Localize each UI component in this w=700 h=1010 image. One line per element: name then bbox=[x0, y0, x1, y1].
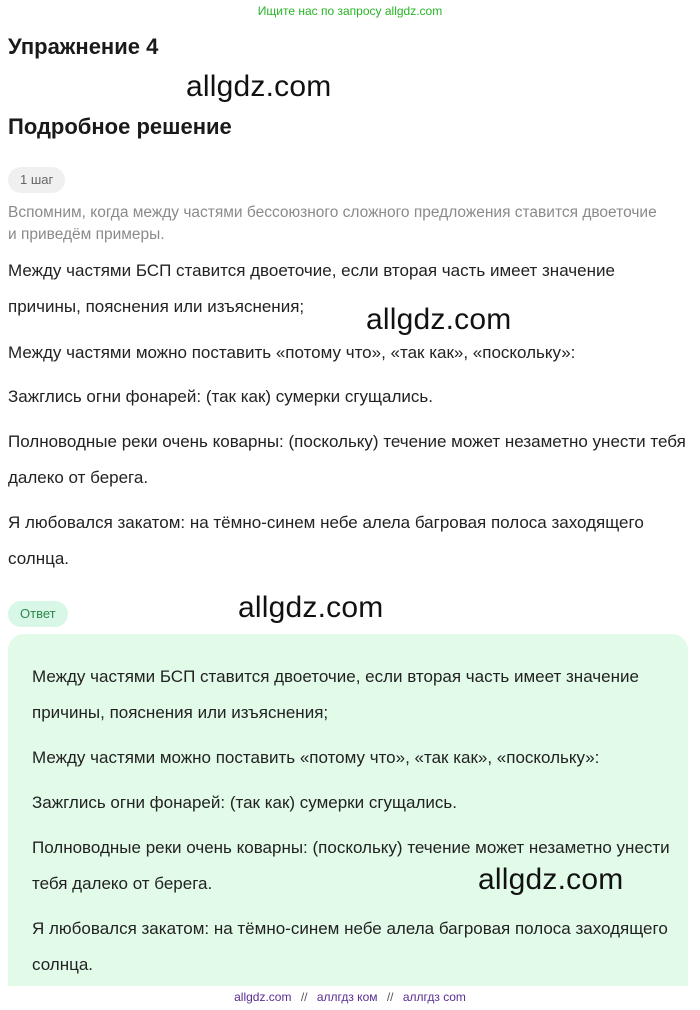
search-hint-link[interactable]: Ищите нас по запросу allgdz.com bbox=[257, 4, 443, 18]
answer-paragraph: Я любовался закатом: на тёмно-синем небе алела багровая полоса заходящего солнца. bbox=[32, 919, 668, 974]
footer-separator: // bbox=[300, 990, 308, 1004]
step-badge: 1 шаг bbox=[8, 167, 65, 193]
solution-paragraph: Полноводные реки очень коварны: (поскольку) течение может незаметно унести тебя далеко от берега. bbox=[8, 432, 686, 487]
footer-separator: // bbox=[386, 990, 394, 1004]
answer-paragraph: Полноводные реки очень коварны: (поскольку) течение может незаметно унести тебя далеко от берега. bbox=[32, 838, 670, 893]
step-hint: Вспомним, когда между частями бессоюзного сложного предложения ставится двоеточие и приведём примеры. bbox=[8, 204, 657, 243]
solution-paragraph: Я любовался закатом: на тёмно-синем небе алела багровая полоса заходящего солнца. bbox=[8, 513, 644, 568]
watermark: allgdz.com bbox=[186, 70, 332, 103]
footer-link[interactable]: аллгдз ком bbox=[316, 990, 378, 1004]
footer-link[interactable]: allgdz.com bbox=[234, 990, 292, 1004]
page-title: Упражнение 4 bbox=[8, 34, 159, 59]
solution-paragraph: Между частями можно поставить «потому что», «так как», «поскольку»: bbox=[8, 343, 576, 362]
footer-link[interactable]: аллгдз com bbox=[402, 990, 466, 1004]
answer-paragraph: Между частями можно поставить «потому что», «так как», «поскольку»: bbox=[32, 748, 600, 767]
answer-paragraph: Зажглись огни фонарей: (так как) сумерки сгущались. bbox=[32, 793, 457, 812]
solution-paragraph: Между частями БСП ставится двоеточие, если вторая часть имеет значение причины, пояснения или изъяснения; bbox=[8, 261, 615, 316]
answer-badge: Ответ bbox=[8, 601, 68, 627]
section-title: Подробное решение bbox=[8, 114, 232, 139]
watermark: allgdz.com bbox=[478, 863, 624, 896]
solution-paragraph: Зажглись огни фонарей: (так как) сумерки сгущались. bbox=[8, 387, 433, 406]
watermark: allgdz.com bbox=[366, 303, 512, 336]
footer bbox=[0, 990, 700, 1004]
watermark: allgdz.com bbox=[238, 591, 384, 624]
answer-paragraph: Между частями БСП ставится двоеточие, если вторая часть имеет значение причины, пояснения или изъяснения; bbox=[32, 667, 639, 722]
